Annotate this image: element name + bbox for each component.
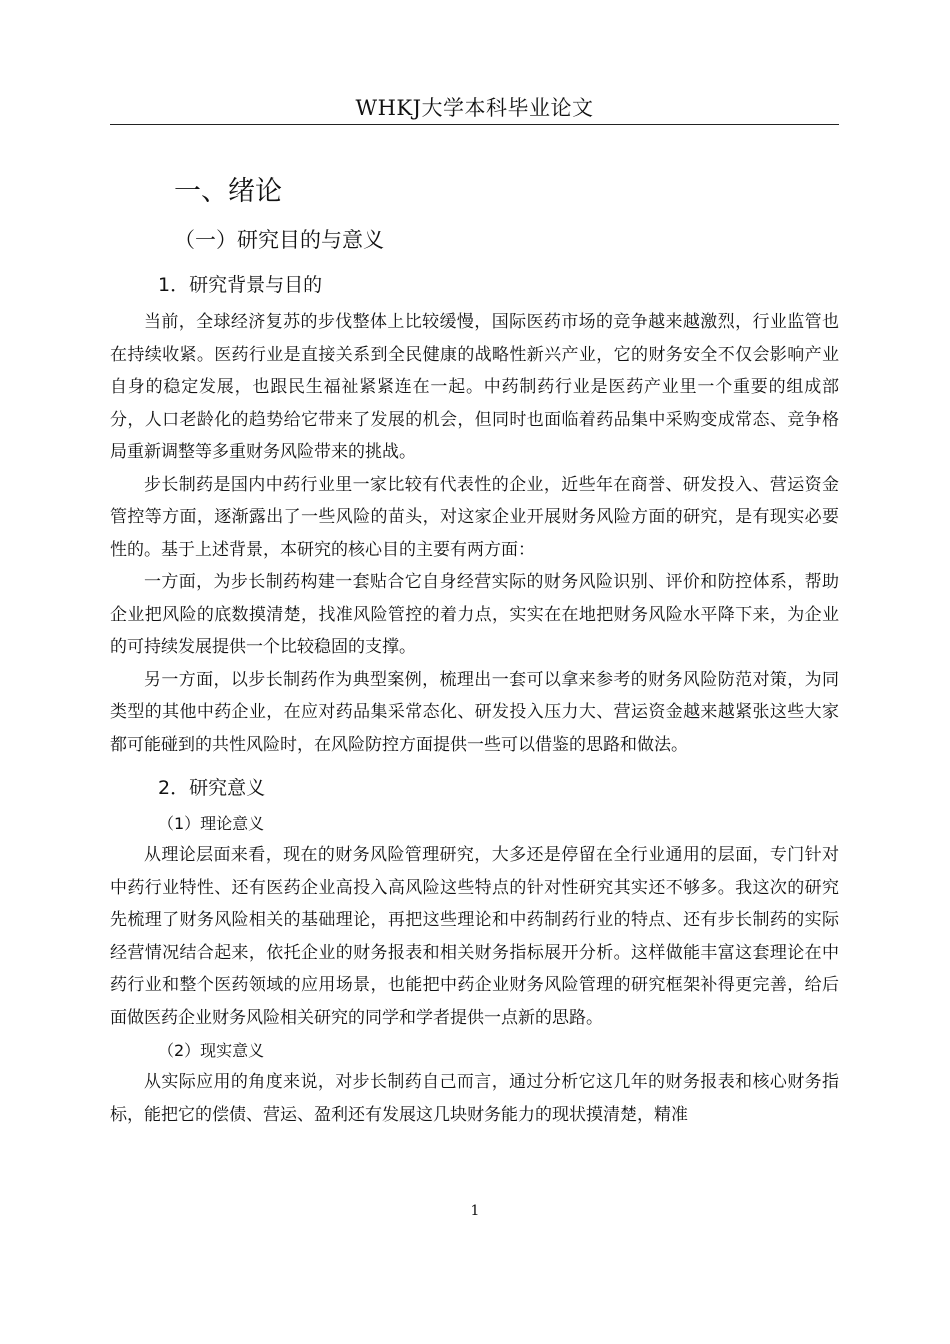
body-paragraph: 从理论层面来看，现在的财务风险管理研究，大多还是停留在全行业通用的层面，专门针对中药行业特性、还有医药企业高投入高风险这些特点的针对性研究其实还不够多。我这次的研究先梳理了财务风险相关的基础理论，再把这些理论和中药制药行业的特点、还有步长制药的实际经营情况结合起来，依托企业的财务报表和相关财务指标展开分析。这样做能丰富这套理论在中药行业和整个医药领域的应用场景，也能把中药企业财务风险管理的研究框架补得更完善，给后面做医药企业财务风险相关研究的同学和学者提供一点新的思路。 (110, 845, 839, 1028)
body-paragraph: 当前，全球经济复苏的步伐整体上比较缓慢，国际医药市场的竞争越来越激烈，行业监管也在持续收紧。医药行业是直接关系到全民健康的战略性新兴产业，它的财务安全不仅会影响产业自身的稳定发展，也跟民生福祉紧紧连在一起。中药制药行业是医药产业里一个重要的组成部分，人口老龄化的趋势给它带来了发展的机会，但同时也面临着药品集中采购变成常态、竞争格局重新调整等多重财务风险带来的挑战。 (110, 312, 839, 462)
section-heading: （一）研究目的与意义 (174, 228, 384, 252)
body-paragraph: 一方面，为步长制药构建一套贴合它自身经营实际的财务风险识别、评价和防控体系，帮助企业把风险的底数摸清楚，找准风险管控的着力点，实实在在地把财务风险水平降下来，为企业的可持续发展提供一个比较稳固的支撑。 (110, 572, 839, 657)
body-paragraph: 步长制药是国内中药行业里一家比较有代表性的企业，近些年在商誉、研发投入、营运资金管控等方面，逐渐露出了一些风险的苗头，对这家企业开展财务风险方面的研究，是有现实必要性的。基于上述背景，本研究的核心目的主要有两方面： (110, 474, 839, 560)
chapter-heading: 一、绪论 (174, 176, 282, 207)
body-paragraph: 另一方面，以步长制药作为典型案例，梳理出一套可以拿来参考的财务风险防范对策，为同类型的其他中药企业，在应对药品集采常态化、研发投入压力大、营运资金越来越紧张这些大家都可能碰到的共性风险时，在风险防控方面提供一些可以借鉴的思路和做法。 (110, 669, 839, 755)
running-header: WHKJ大学本科毕业论文 (355, 96, 594, 120)
practice-heading: （2）现实意义 (158, 1041, 265, 1060)
subsection-heading-background: 1．研究背景与目的 (158, 274, 323, 296)
header-divider (110, 124, 839, 125)
theory-heading: （1）理论意义 (158, 814, 265, 833)
page-number: 1 (470, 1203, 480, 1219)
page-body (110, 168, 839, 1131)
subsection-heading-significance: 2．研究意义 (158, 777, 266, 799)
body-paragraph: 从实际应用的角度来说，对步长制药自己而言，通过分析它这几年的财务报表和核心财务指标，能把它的偿债、营运、盈利还有发展这几块财务能力的现状摸清楚，精准 (110, 1072, 839, 1125)
